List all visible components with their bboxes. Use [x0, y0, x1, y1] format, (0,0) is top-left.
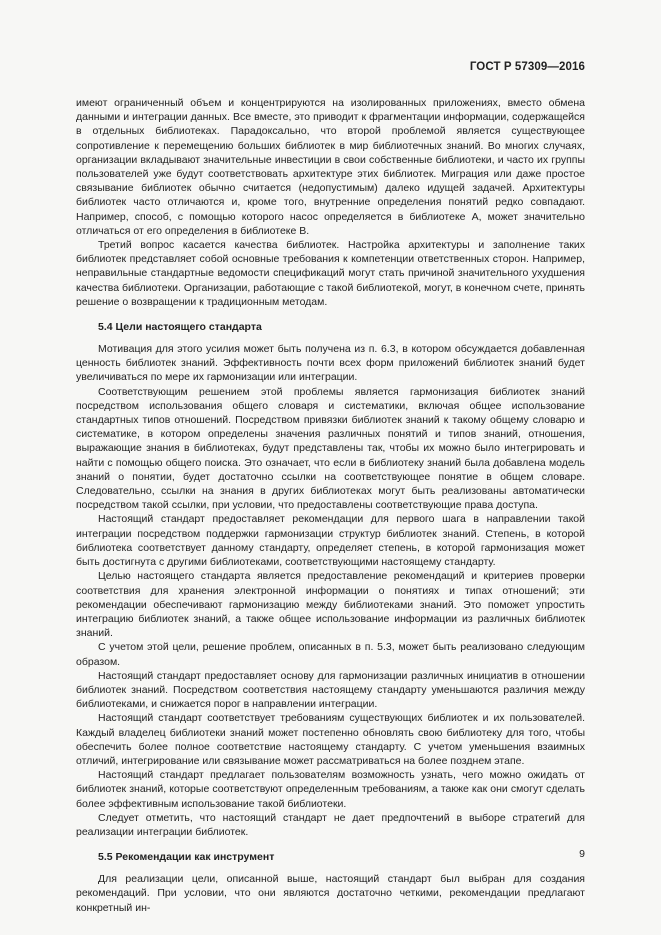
paragraph: Следует отметить, что настоящий стандарт не дает предпочтений в выборе стратегий для реализации интеграции библиотек.: [76, 811, 585, 838]
page-number: 9: [579, 848, 585, 860]
section-heading-5-4: 5.4 Цели настоящего стандарта: [98, 321, 262, 334]
document-header: ГОСТ Р 57309—2016: [469, 61, 585, 73]
paragraph: С учетом этой цели, решение проблем, описанных в п. 5.3, может быть реализовано следующим образом.: [76, 641, 585, 668]
paragraph: Соответствующим решением этой проблемы является гармонизация библиотек знаний посредством использования общего словаря и систематики, включая общее использование стандартных типов отношений. Посредством привязки библиотек знаний к такому общему словарю и систематике, в котором определены значения различных понятий и типов знаний, отношения, выражающие знания в библиотеках, будут представлены так, чтобы их можно было интегрировать и найти с помощью общего поиска. Это означает, что если в библиотеку знаний была добавлена модель знаний о понятии, будет достаточно ссылки на соответствующее понятие в общем словаре. Следовательно, ссылки на знания в других библиотеках могут быть реализованы автоматически посредством такой ссылки, при условии, что предоставлены соответствующие права доступа.: [76, 385, 585, 512]
paragraph: Настоящий стандарт предоставляет рекомендации для первого шага в направлении такой интеграции посредством поддержки гармонизации структур библиотек знаний. Степень, в которой библиотека соответствует данному стандарту, определяет степень, в которой гармонизация может быть достигнута с другими библиотеками, соответствующими настоящему стандарту.: [76, 513, 585, 569]
paragraph: Настоящий стандарт предлагает пользователям возможность узнать, чего можно ожидать от библиотек знаний, которые соответствуют определенным требованиям, а также как они смогут сделать более эффективным использование такой библиотеки.: [76, 769, 585, 810]
paragraph: Для реализации цели, описанной выше, настоящий стандарт был выбран для создания рекомендаций. При условии, что они являются достаточно четкими, рекомендации предлагают конкретный ин-: [76, 873, 585, 914]
paragraph: имеют ограниченный объем и концентрируются на изолированных приложениях, вместо обмена данными и интеграции данных. Все вместе, это приводит к фрагментации информации, содержащейся в отдельных библиотеках. Парадоксально, что второй проблемой является существующее сопротивление к перемещению больших библиотек в мир библиотечных знаний. Во многих случаях, организации вкладывают значительные инвестиции в свои собственные библиотеки, и часто их группы пользователей уже будут соответствовать архитектуре этих библиотек. Миграция или даже простое связывание библиотек обычно считается (недопустимым) далеко идущей задачей. Архитектуры библиотек часто отличаются и, кроме того, внутренние определения понятий редко совпадают. Например, способ, с помощью которого насос определяется в библиотеке А, может значительно отличаться от его определения в библиотеке В.: [76, 97, 585, 237]
document-body: [76, 96, 585, 915]
paragraph: Настоящий стандарт предоставляет основу для гармонизации различных инициатив в отношении библиотек знаний. Посредством соответствия настоящему стандарту уменьшаются различия между библиотеками, и снижается порог в направлении интеграции.: [76, 669, 585, 711]
section-heading-5-5: 5.5 Рекомендации как инструмент: [98, 851, 275, 864]
paragraph: Мотивация для этого усилия может быть получена из п. 6.3, в котором обсуждается добавленная ценность библиотек знаний. Эффективность почти всех форм приложений библиотек знаний будет увеличиваться по мере их гармонизации или интеграции.: [76, 343, 585, 384]
paragraph: Настоящий стандарт соответствует требованиям существующих библиотек и их пользователей. Каждый владелец библиотеки знаний может постепенно обновлять свою библиотеку для того, чтобы обеспечить более полное соответствие настоящему стандарту. С учетом уменьшения взаимных отличий, интегрирование или связывание может рассматриваться на более позднем этапе.: [76, 712, 585, 767]
paragraph: Целью настоящего стандарта является предоставление рекомендаций и критериев проверки соответствия для хранения электронной информации о понятиях и типах отношений; эти рекомендации обеспечивают гармонизацию между библиотеками знаний. Это поможет упростить интеграцию библиотек знаний, а также общее использование информации из различных библиотек знаний.: [76, 570, 585, 640]
paragraph: Третий вопрос касается качества библиотек. Настройка архитектуры и заполнение таких библиотек представляет собой основные требования к компетенции ответственных сторон. Например, неправильные стандартные ведомости спецификаций могут стать причиной значительного ухудшения качества библиотеки. Организации, работающие с такой библиотекой, могут, в конечном счете, принять решение о возвращении к традиционным методам.: [76, 239, 585, 308]
